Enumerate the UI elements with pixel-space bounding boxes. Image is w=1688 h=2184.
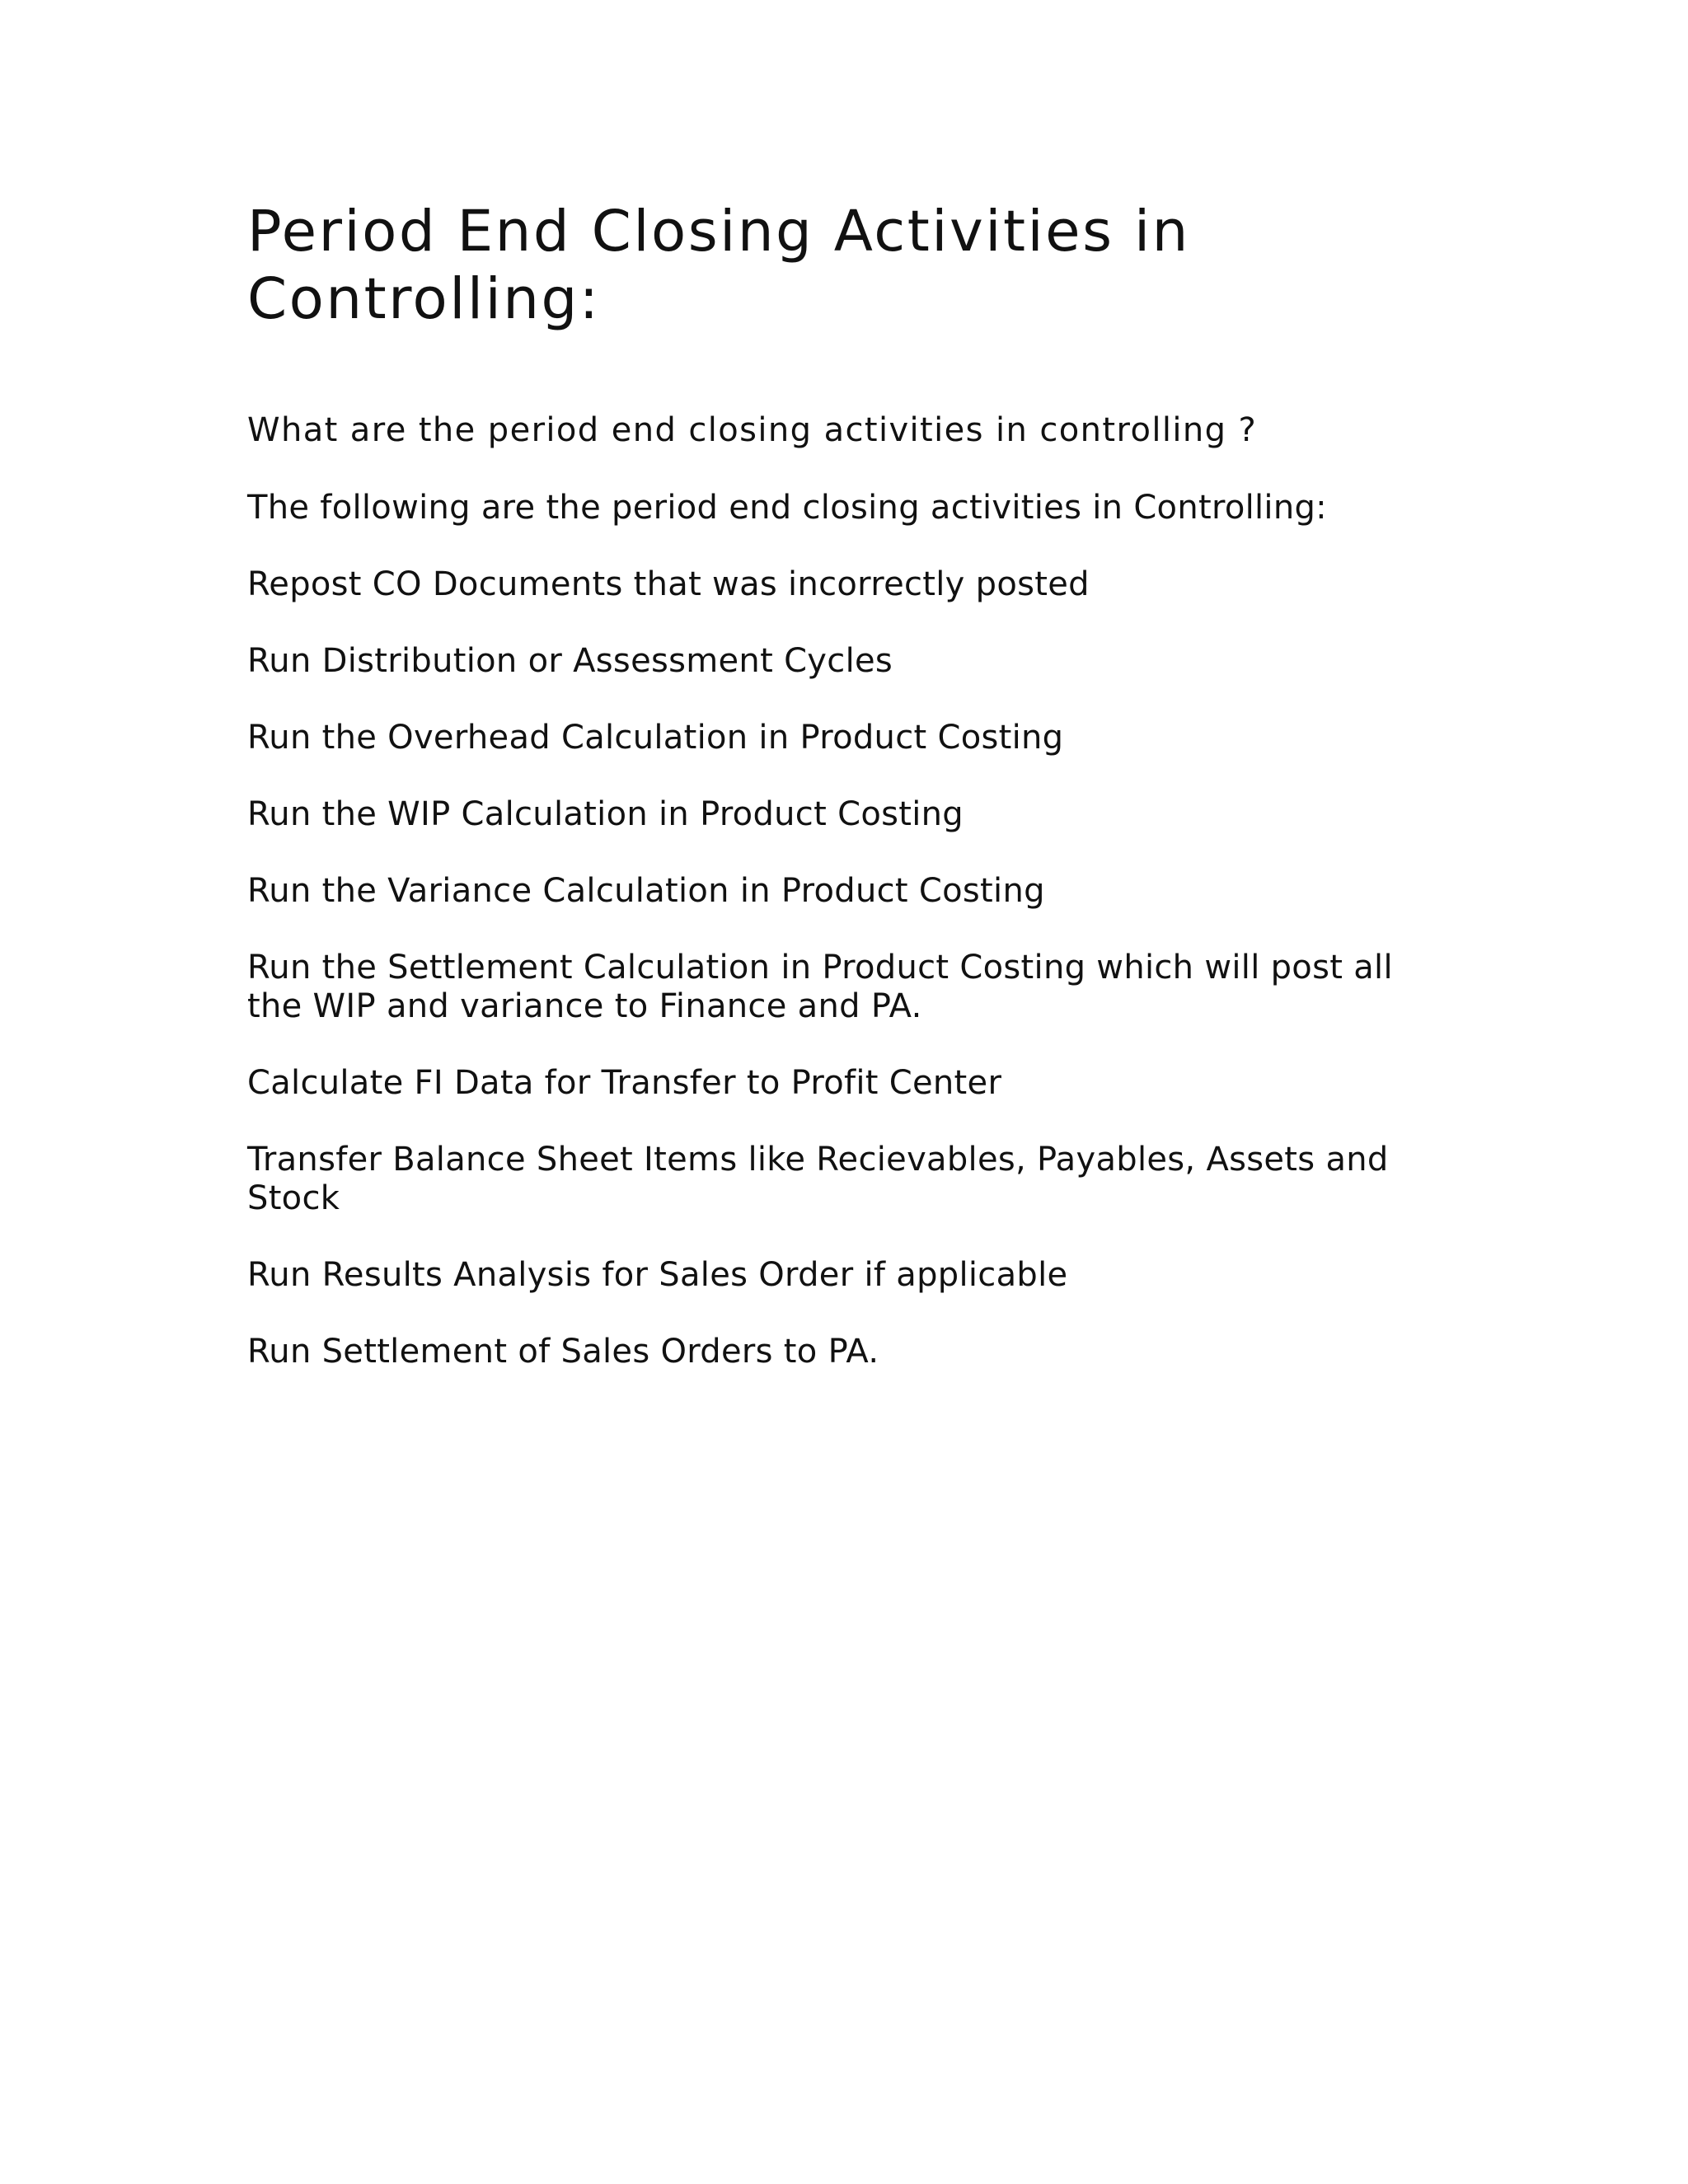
list-item: Calculate FI Data for Transfer to Profit Center [247, 1064, 1002, 1102]
activities-list [247, 565, 1451, 1371]
intro-text: The following are the period end closing activities in Controlling: [247, 489, 1327, 527]
list-item: Transfer Balance Sheet Items like Recievables, Payables, Assets and Stock [247, 1141, 1389, 1217]
list-item: Run the Settlement Calculation in Product Costing which will post all the WIP and variance to Finance and PA. [247, 949, 1393, 1025]
document-content [247, 198, 1451, 1371]
document-title: Period End Closing Activities in Controlling: [247, 199, 1190, 332]
list-item: Run the Overhead Calculation in Product Costing [247, 719, 1064, 757]
list-item: Run the WIP Calculation in Product Costing [247, 795, 964, 833]
question-text: What are the period end closing activities in controlling ? [247, 411, 1258, 449]
list-item: Run Results Analysis for Sales Order if applicable [247, 1256, 1068, 1294]
list-item: Run Settlement of Sales Orders to PA. [247, 1333, 879, 1371]
list-item: Run Distribution or Assessment Cycles [247, 642, 893, 680]
list-item: Run the Variance Calculation in Product Costing [247, 872, 1045, 910]
list-item: Repost CO Documents that was incorrectly posted [247, 565, 1090, 603]
